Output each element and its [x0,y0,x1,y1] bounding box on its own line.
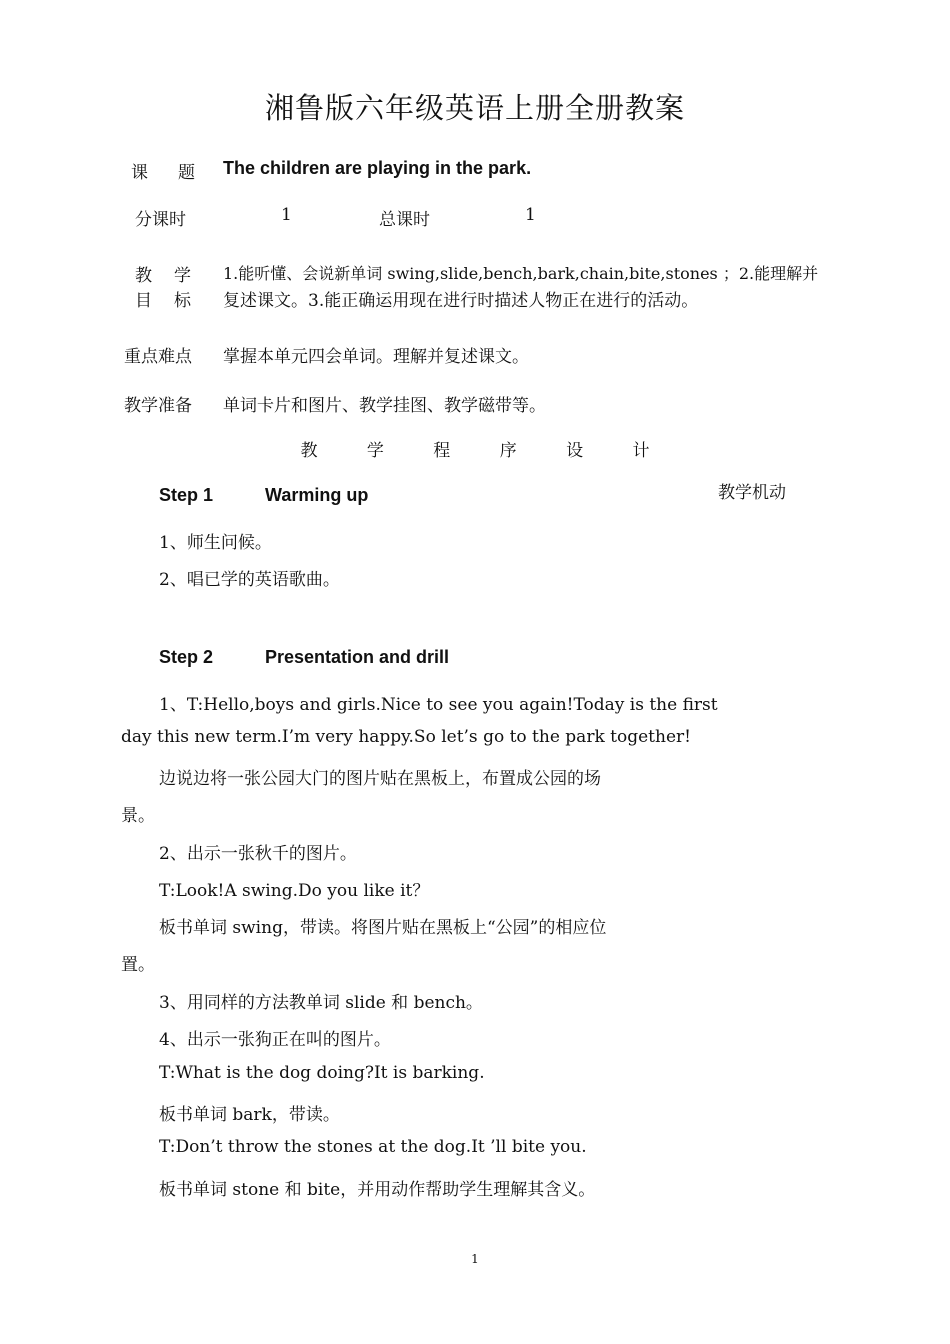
topic-label-2: 题 [178,163,195,183]
step2-line: 板书单词 stone 和 bite，并用动作帮助学生理解其含义。 [159,1180,596,1200]
procedure-char: 程 [433,441,451,461]
step1-name: Warming up [265,485,369,505]
step2-line: day this new term.I’m very happy.So let’s go to the park together! [121,727,691,747]
key-value: 掌握本单元四会单词。理解并复述课文。 [223,347,529,367]
side-note: 教学机动 [718,483,786,503]
step2-line: 2、出示一张秋千的图片。 [159,844,357,864]
step1-item: 2、唱已学的英语歌曲。 [159,570,340,590]
step2-line: 边说边将一张公园大门的图片贴在黑板上，布置成公园的场 [159,769,601,789]
procedure-char: 学 [366,441,384,461]
key-label: 重点难点 [124,347,192,367]
page-title: 湘鲁版六年级英语上册全册教案 [264,91,685,125]
goal-label-2b: 标 [174,291,191,311]
step2-line: 3、用同样的方法教单词 slide 和 bench。 [159,993,483,1013]
period-label: 分课时 [135,210,186,230]
procedure-char: 设 [566,441,584,461]
procedure-heading [0,436,950,461]
step2-number: Step 2 [159,647,214,667]
step2-line: 景。 [121,806,155,826]
step1-number: Step 1 [159,485,214,505]
step2-line: T:Look!A swing.Do you like it？ [159,881,430,901]
page-number: 1 [471,1252,479,1266]
goal-label-2a: 目 [135,291,152,311]
procedure-char: 教 [300,441,318,461]
topic-label-1: 课 [131,163,148,183]
total-label: 总课时 [379,210,430,230]
total-value: 1 [525,205,536,225]
goal-line-2: 复述课文。3.能正确运用现在进行时描述人物正在进行的活动。 [223,291,699,311]
prep-value: 单词卡片和图片、教学挂图、教学磁带等。 [223,396,546,416]
step2-line: T:What is the dog doing?It is barking. [159,1063,485,1083]
goal-line-1: 1.能听懂、会说新单词 swing,slide,bench,bark,chain,bite,stones ；2.能理解并 [223,264,819,283]
step2-line: 1、T:Hello,boys and girls.Nice to see you again!Today is the first [159,695,718,715]
procedure-char: 序 [499,441,517,461]
step2-line: 置。 [121,955,155,975]
step2-line: 板书单词 swing，带读。将图片贴在黑板上“公园”的相应位 [159,918,607,938]
topic-value: The children are playing in the park. [223,158,532,178]
prep-label: 教学准备 [124,396,192,416]
step2-line: T:Don’t throw the stones at the dog.It ’ll bite you. [159,1137,587,1157]
step2-name: Presentation and drill [265,647,450,667]
step1-item: 1、师生问候。 [159,533,272,553]
step2-line: 4、出示一张狗正在叫的图片。 [159,1030,391,1050]
goal-label-1b: 学 [174,266,191,286]
period-value: 1 [281,205,292,225]
step2-line: 板书单词 bark，带读。 [159,1105,340,1125]
goal-label-1a: 教 [135,266,152,286]
procedure-char: 计 [632,441,650,461]
